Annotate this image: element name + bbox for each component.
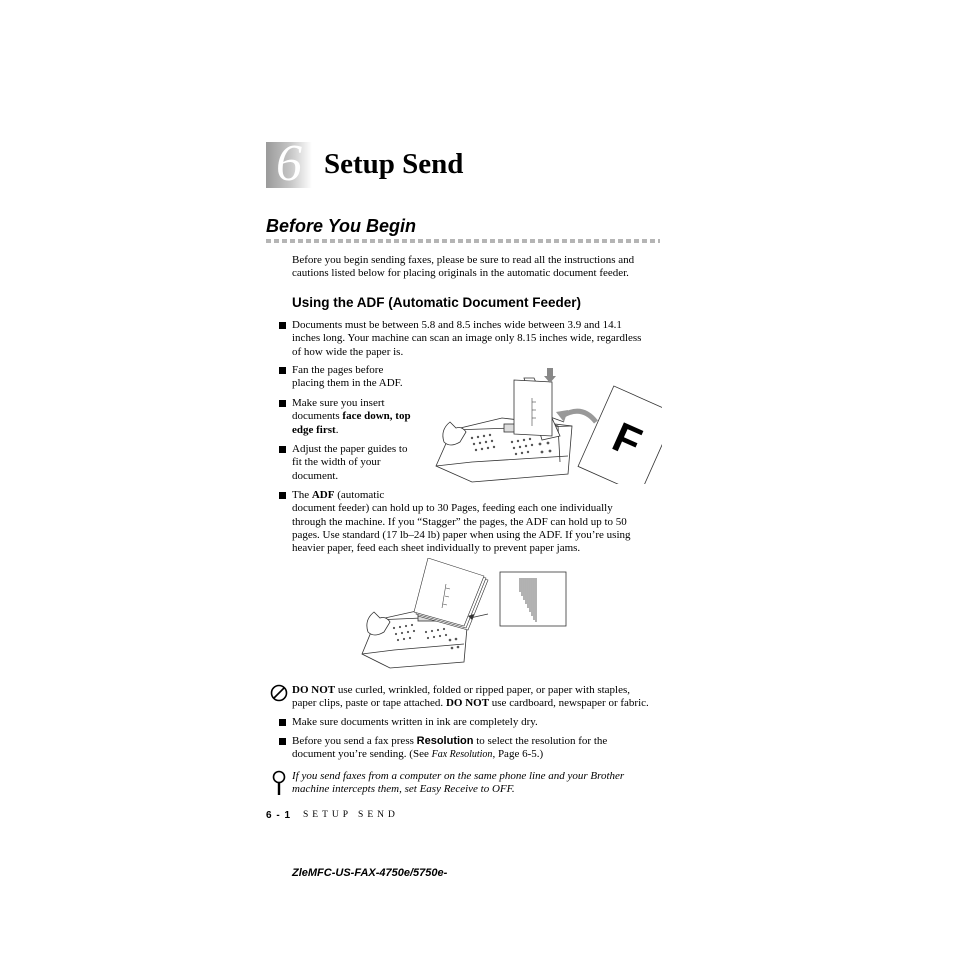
page-letter: F [605,412,649,467]
bullet-icon [279,719,286,726]
bullet-resolution: Before you send a fax press Resolution to select the resolution for the document you’re sending. (See Fax Resolution, Page 6-5.) [292,735,608,761]
note-paragraph: If you send faxes from a computer on the same phone line and your Brother machine intercepts them, set Easy Receive to OFF. [292,770,625,796]
bullet-icon [279,400,286,407]
fax-feeding-illustration [432,366,662,484]
bullet-fan-pages: Fan the pages before placing them in the ADF. [292,364,403,390]
section-divider [266,239,660,243]
bullet-icon [279,367,286,374]
intro-paragraph: Before you begin sending faxes, please be sure to read all the instructions and cautions listed below for placing originals in the automatic document feeder. [292,254,635,280]
bullet-paper-guides: Adjust the paper guides to fit the width of your document. [292,443,408,482]
bullet-documents-size: Documents must be between 5.8 and 8.5 inches wide between 3.9 and 14.1 inches long. Your machine can scan an image only 8.15 inches wide, regardless of how wide the paper is. [292,319,642,358]
prohibited-icon [270,684,288,702]
chapter-number: 6 [276,135,302,192]
caution-paragraph: DO NOT use curled, wrinkled, folded or ripped paper, or paper with staples, paper clips, paste or tape attached. DO NOT use cardboard, newspaper or fabric. [292,684,649,710]
running-footer: SETUP SEND [303,810,399,820]
bullet-icon [279,738,286,745]
bullet-face-down: Make sure you insert documents face down, top edge first. [292,397,411,436]
bullet-icon [279,492,286,499]
bullet-ink-dry: Make sure documents written in ink are completely dry. [292,716,538,728]
bullet-adf-capacity: The ADF (automatic document feeder) can hold up to 30 Pages, feeding each one individually through the machine. If you “Stagger” the pages, the ADF can hold up to 50 pages. Use standard (17 lb–24 lb) paper when using the ADF. If you’re using heavier paper, feed each sheet individually to prevent paper jams. [292,489,631,555]
bullet-icon [279,322,286,329]
fax-stagger-illustration [360,558,570,670]
section-title: Before You Begin [266,216,417,236]
document-code: ZleMFC-US-FAX-4750e/5750e- [292,867,448,879]
chapter-title: Setup Send [324,148,464,180]
subsection-title: Using the ADF (Automatic Document Feeder) [292,295,582,310]
bullet-icon [279,446,286,453]
page-number: 6 - 1 [266,810,292,821]
magnifier-note-icon [272,770,286,796]
